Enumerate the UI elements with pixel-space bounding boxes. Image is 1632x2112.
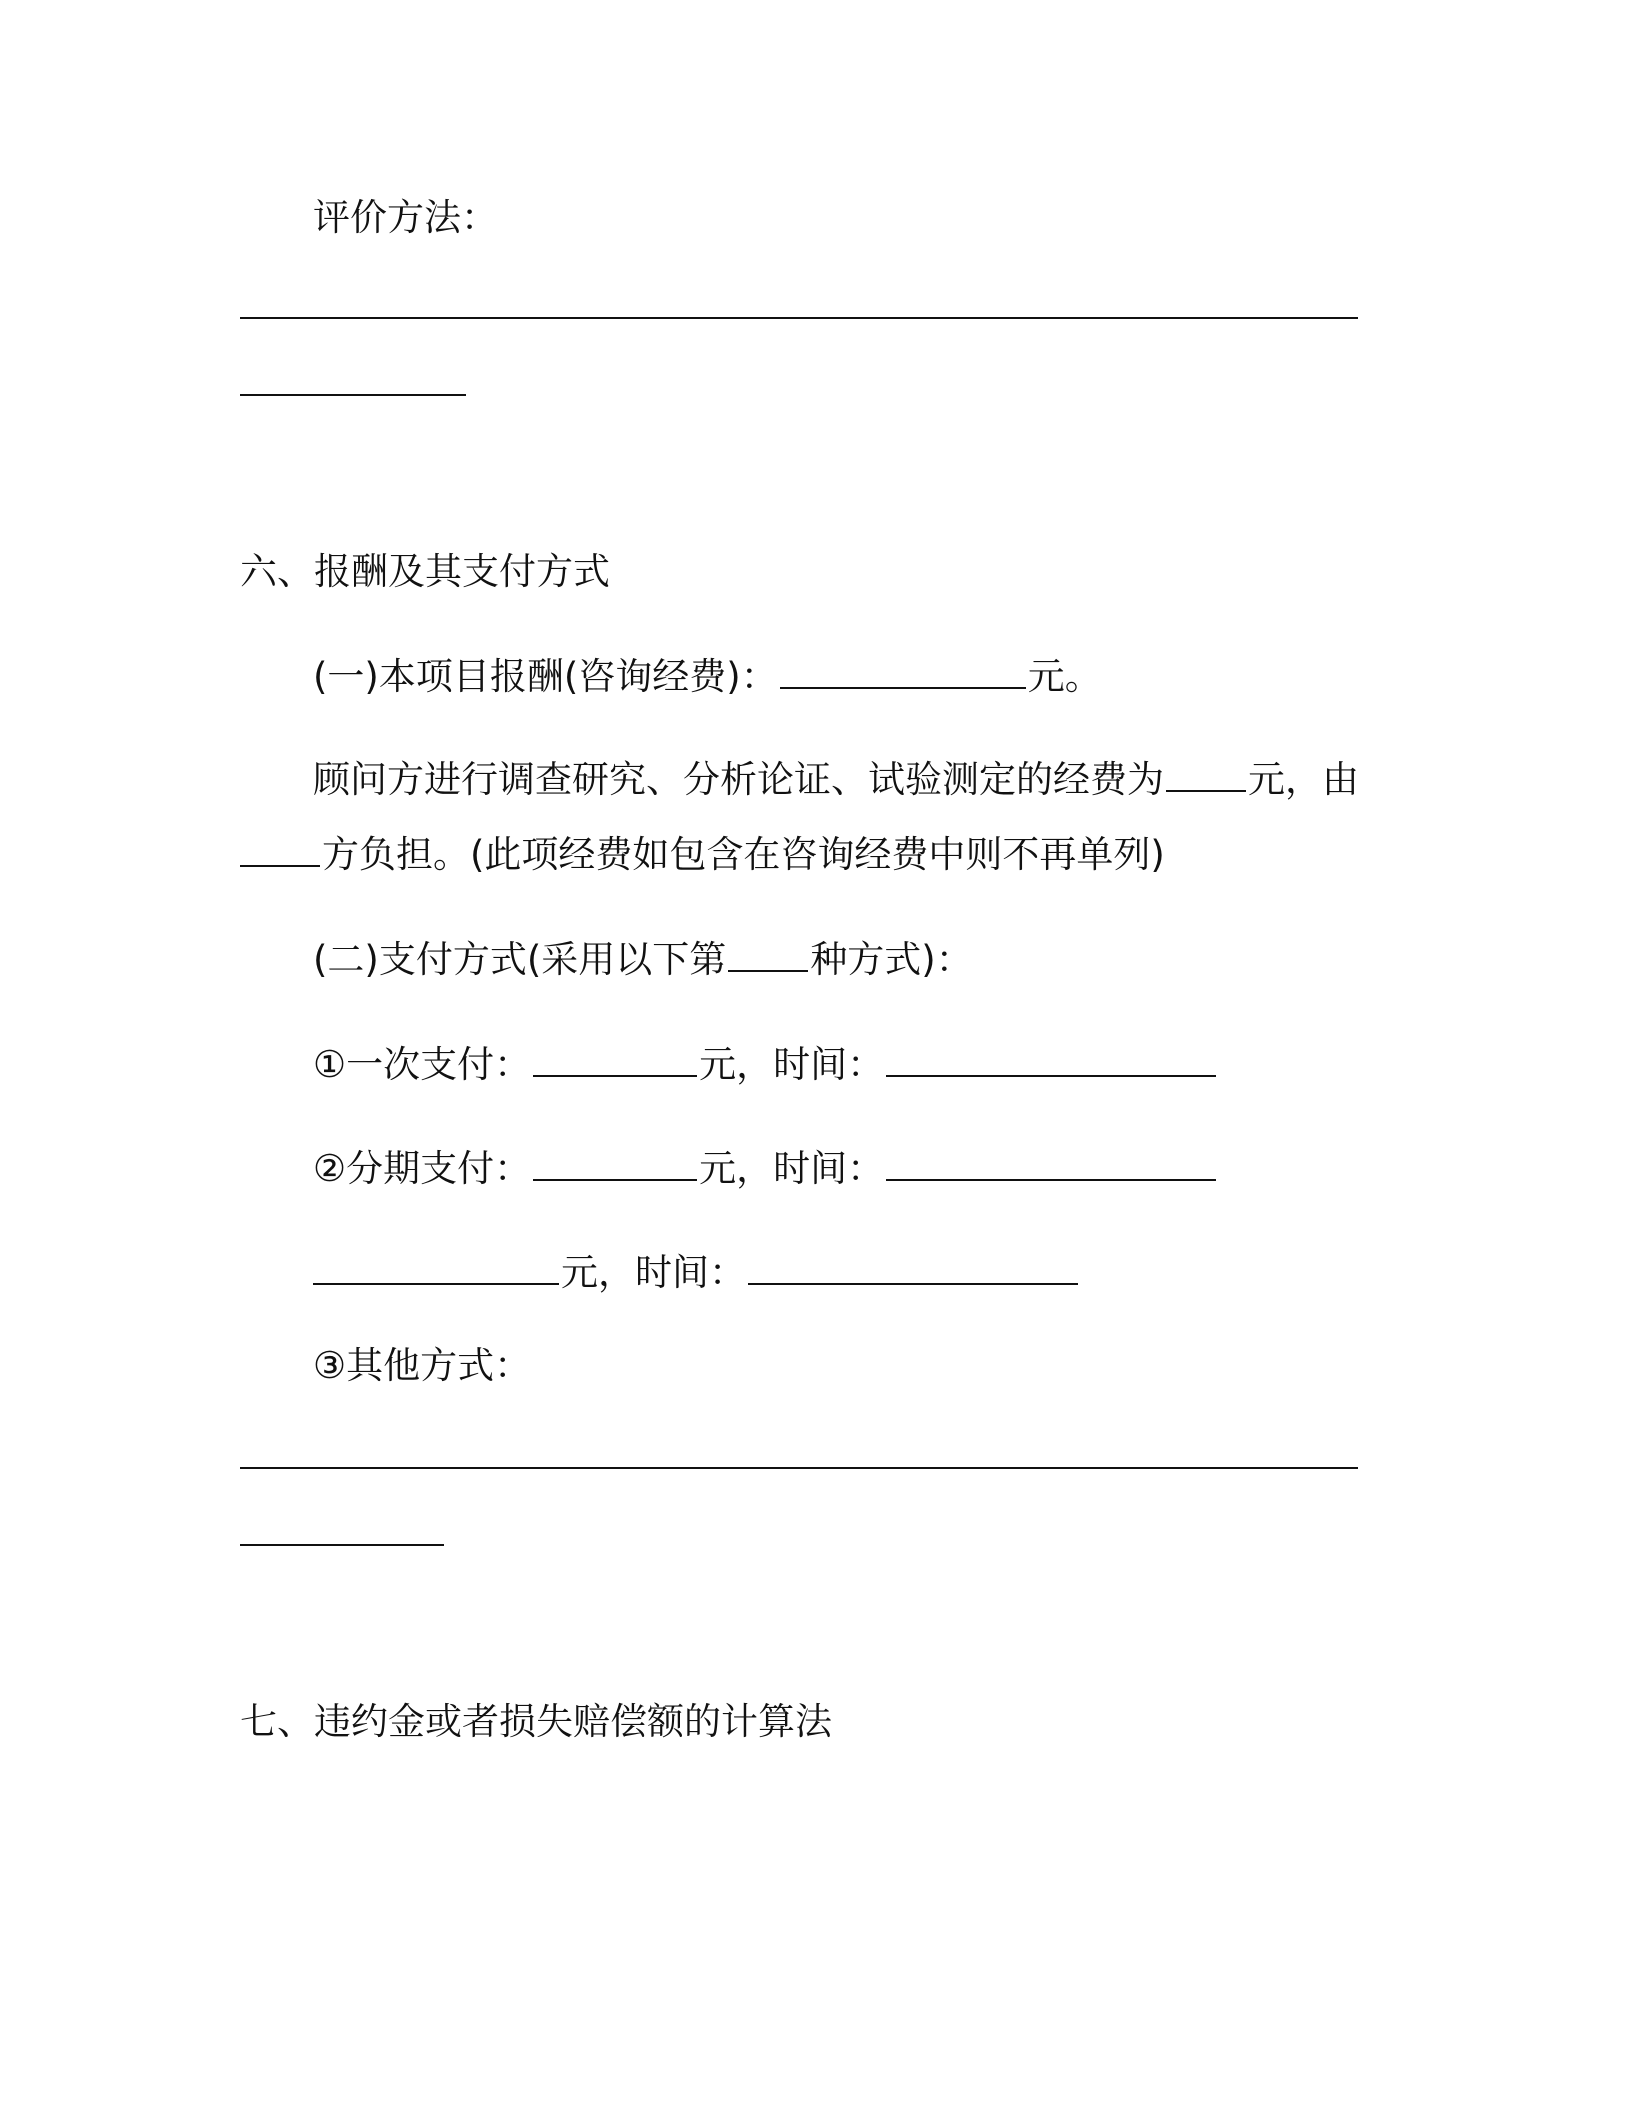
lump-sum-amount-blank[interactable]: [533, 1039, 697, 1077]
lump-sum-time-blank[interactable]: [886, 1039, 1216, 1077]
payment-method-choice-blank[interactable]: [728, 934, 808, 972]
other-method-blank-line-2[interactable]: [240, 1544, 444, 1546]
section-7-heading: 七、违约金或者损失赔偿额的计算法: [240, 1700, 832, 1743]
installment-amount-blank-1[interactable]: [533, 1143, 697, 1181]
option-lump-sum: ①一次支付： 元，时间：: [313, 1039, 1218, 1090]
cost-bearer-blank[interactable]: [240, 829, 320, 867]
research-cost-line-1: 顾问方进行调查研究、分析论证、试验测定的经费为 元，由: [313, 754, 1359, 805]
installment-time-blank-2[interactable]: [748, 1247, 1078, 1285]
research-cost-blank[interactable]: [1166, 754, 1246, 792]
section-6-heading: 六、报酬及其支付方式: [240, 550, 610, 593]
evaluation-method-blank-line-1[interactable]: [240, 317, 1358, 319]
option-installment: ②分期支付： 元，时间：: [313, 1143, 1218, 1194]
installment-second-line: 元，时间：: [313, 1247, 1080, 1298]
other-method-blank-line-1[interactable]: [240, 1467, 1358, 1469]
option-other: ③其他方式：: [313, 1344, 532, 1387]
compensation-amount-line: (一)本项目报酬(咨询经费)： 元。: [313, 651, 1102, 702]
compensation-amount-blank[interactable]: [780, 651, 1026, 689]
research-cost-line-2: 方负担。(此项经费如包含在咨询经费中则不再单列): [240, 829, 1165, 880]
evaluation-method-label: 评价方法：: [313, 196, 498, 239]
evaluation-method-blank-line-2[interactable]: [240, 394, 466, 396]
installment-time-blank-1[interactable]: [886, 1143, 1216, 1181]
payment-method-line: (二)支付方式(采用以下第 种方式)：: [313, 934, 973, 985]
installment-amount-blank-2[interactable]: [313, 1247, 559, 1285]
